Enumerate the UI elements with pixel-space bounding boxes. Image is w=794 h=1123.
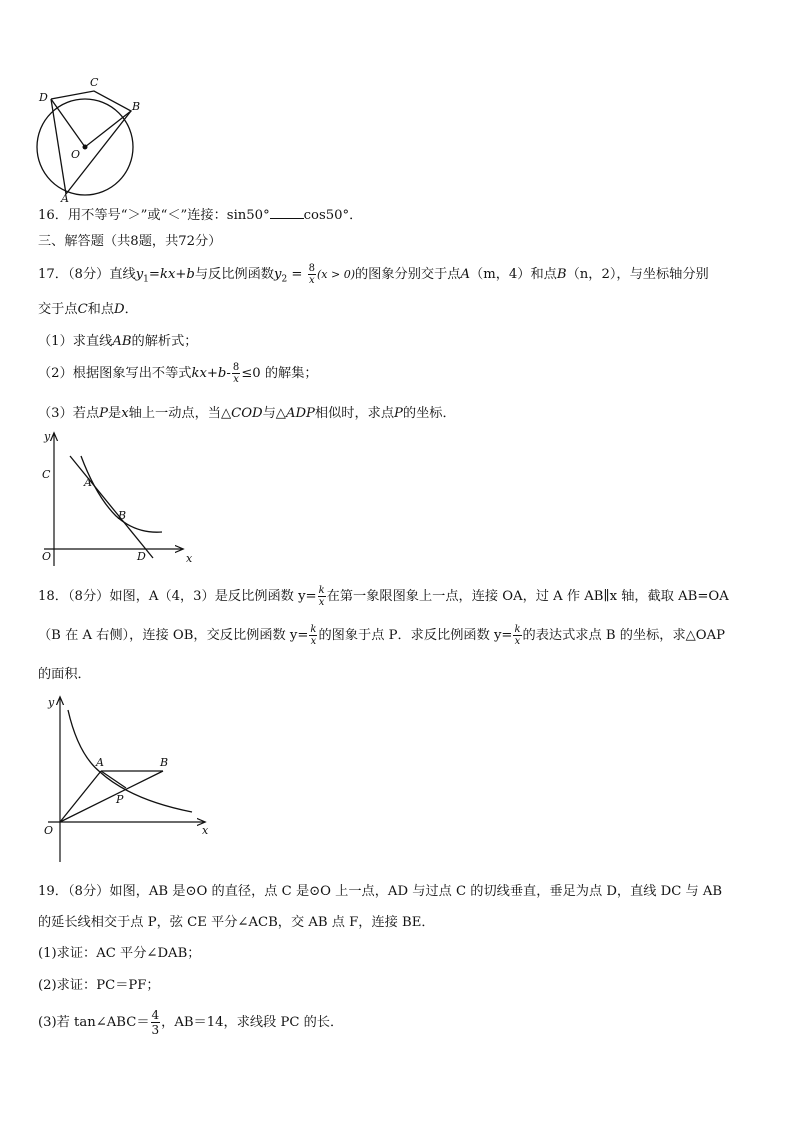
q17-label-x: x (186, 552, 193, 565)
q18-segment-oa (60, 771, 101, 822)
center-dot (83, 145, 88, 150)
q17-p2: = (148, 267, 160, 282)
q17-s3-adp: ADP (285, 406, 315, 421)
q17-s3-p1: （3）若点 (38, 406, 100, 421)
q16-text-before: 16．用不等号“＞”或“＜”连接：sin50° (38, 208, 270, 223)
q17-line2 (38, 302, 138, 318)
q16-line (38, 207, 362, 224)
q17-eq: = (287, 267, 307, 282)
q17-y1-sub: 1 (143, 274, 149, 285)
q17-kxb: kx+b (159, 267, 195, 282)
q18-label-y: y (48, 696, 55, 709)
q17-s1-suffix: 的解析式； (131, 334, 198, 349)
q18-frac3-num: k (514, 624, 521, 635)
q17-s2-suffix: ≤0 的解集； (241, 366, 318, 381)
q17-frac-den: x (308, 275, 315, 286)
q17-s3-x: x (121, 406, 129, 421)
q17-label-b: B (118, 509, 127, 522)
q18-frac1 (318, 585, 326, 608)
q19-s3-a: (3)若 tan∠ABC＝ (38, 1015, 150, 1030)
q17-s1-ab: AB (112, 334, 132, 349)
label-o: O (71, 148, 81, 161)
q17-s2-frac (232, 362, 240, 385)
q19-sub2: (2)求证：PC＝PF； (38, 978, 160, 993)
q18-frac2 (309, 624, 317, 647)
q17-a-pt: A (460, 267, 471, 282)
q18-label-p: P (116, 793, 124, 806)
q18-label-a: A (96, 756, 104, 769)
q17-label-c: C (42, 468, 51, 481)
q18-line2 (38, 623, 725, 649)
q17-cond: (x > 0) (317, 268, 355, 281)
q19-sub1: (1)求证：AC 平分∠DAB； (38, 946, 201, 961)
q17-b-coord: （n，2），与坐标轴分别 (566, 267, 709, 282)
q19-line2: 的延长线相交于点 P，弦 CE 平分∠ACB，交 AB 点 F，连接 BE． (38, 915, 435, 930)
q17-s3-p6: 的坐标． (402, 406, 456, 421)
q17-s3-p2: 是 (108, 406, 122, 421)
q18-l1-b: 在第一象限图象上一点，连接 OA，过 A 作 AB∥x 轴，截取 AB=OA (326, 589, 729, 604)
q19-sub3 (38, 1006, 343, 1040)
q17-l2-p1: 交于点 (38, 302, 78, 317)
q17-sub2 (38, 360, 318, 388)
q18-l1-a: 18．（8分）如图，A（4，3）是反比例函数 y= (38, 589, 317, 604)
q18-frac2-num: k (310, 624, 317, 635)
q17-b-pt: B (556, 267, 567, 282)
q19-frac-den: 3 (151, 1023, 160, 1037)
q17-s2-expr: kx+b- (191, 366, 231, 381)
label-c: C (90, 76, 99, 89)
q17-p4: 的图象分别交于点 (355, 267, 461, 282)
q17-y2-sub: 2 (281, 274, 288, 285)
q17-p1: 17．（8分）直线 (38, 267, 136, 282)
q18-line3: 的面积． (38, 667, 91, 682)
q17-s3-p: P (99, 406, 109, 421)
q17-s2-prefix: （2）根据图象写出不等式 (38, 366, 192, 381)
label-a: A (61, 192, 69, 204)
label-b: B (132, 100, 141, 113)
q18-label-o: O (44, 824, 54, 837)
q18-frac2-den: x (310, 636, 317, 647)
q17-s3-p5: 相似时，求点 (314, 406, 395, 421)
label-d: D (39, 91, 48, 104)
q17-c-pt: C (77, 302, 88, 317)
chord-da (51, 99, 66, 194)
q17-frac (308, 263, 316, 286)
q17-label-o: O (42, 550, 52, 563)
q18-label-b: B (160, 756, 169, 769)
q18-segment-ap (101, 771, 126, 788)
q17-d-pt: D (114, 302, 125, 317)
q17-sub1 (38, 334, 197, 350)
q17-s3-p-2: P (394, 406, 403, 421)
q18-l2-c: 的表达式求点 B 的坐标，求△OAP (522, 628, 726, 643)
circle-figure (30, 74, 145, 204)
q17-y2: y (274, 267, 282, 282)
q18-hyperbola (68, 710, 192, 812)
q17-s2-den: x (233, 374, 239, 385)
q19-s3-b: ，AB＝14，求线段 PC 的长． (161, 1015, 344, 1030)
q18-frac1-den: x (318, 597, 325, 608)
q18-figure (36, 692, 216, 864)
q17-sub3 (38, 406, 456, 422)
q17-label-y: y (44, 430, 51, 443)
q17-y1: y (135, 267, 144, 282)
q17-s3-p4: 与△ (262, 406, 286, 421)
q18-frac3 (513, 624, 521, 647)
q17-label-a: A (84, 476, 92, 489)
q17-frac-num: 8 (308, 263, 315, 274)
q16-answer-blank (270, 207, 304, 219)
q18-frac3-den: x (514, 636, 521, 647)
q16-text-after: cos50°． (303, 208, 363, 223)
q17-l2-p2: 和点 (87, 302, 115, 317)
q17-s3-p3: 轴上一动点，当△ (128, 406, 232, 421)
q17-p3: 与反比例函数 (194, 267, 274, 282)
q17-s2-num: 8 (232, 362, 240, 373)
q19-frac-num: 4 (151, 1008, 160, 1022)
q17-a-coord: （m，4）和点 (470, 267, 557, 282)
q18-line1 (38, 584, 729, 610)
q17-s1-prefix: （1）求直线 (38, 334, 113, 349)
q17-label-d: D (137, 550, 146, 563)
q17-l2-p3: ． (124, 302, 138, 317)
q18-l2-a: （B 在 A 右侧），连接 OB，交反比例函数 y= (38, 628, 309, 643)
q19-frac (151, 1008, 161, 1037)
q17-line-cd (70, 456, 153, 558)
q17-line1 (38, 262, 709, 293)
q19-line1: 19．（8分）如图，AB 是⊙O 的直径，点 C 是⊙O 上一点，AD 与过点 C 的切线垂直，垂足为点 D，直线 DC 与 AB (38, 884, 723, 899)
q18-l2-b: 的图象于点 P．求反比例函数 y= (318, 628, 513, 643)
q17-figure (36, 426, 196, 568)
q18-label-x: x (202, 824, 209, 837)
q17-s3-cod: COD (231, 406, 263, 421)
section3-title: 三、解答题（共8题，共72分） (38, 234, 222, 249)
q18-frac1-num: k (318, 585, 325, 596)
